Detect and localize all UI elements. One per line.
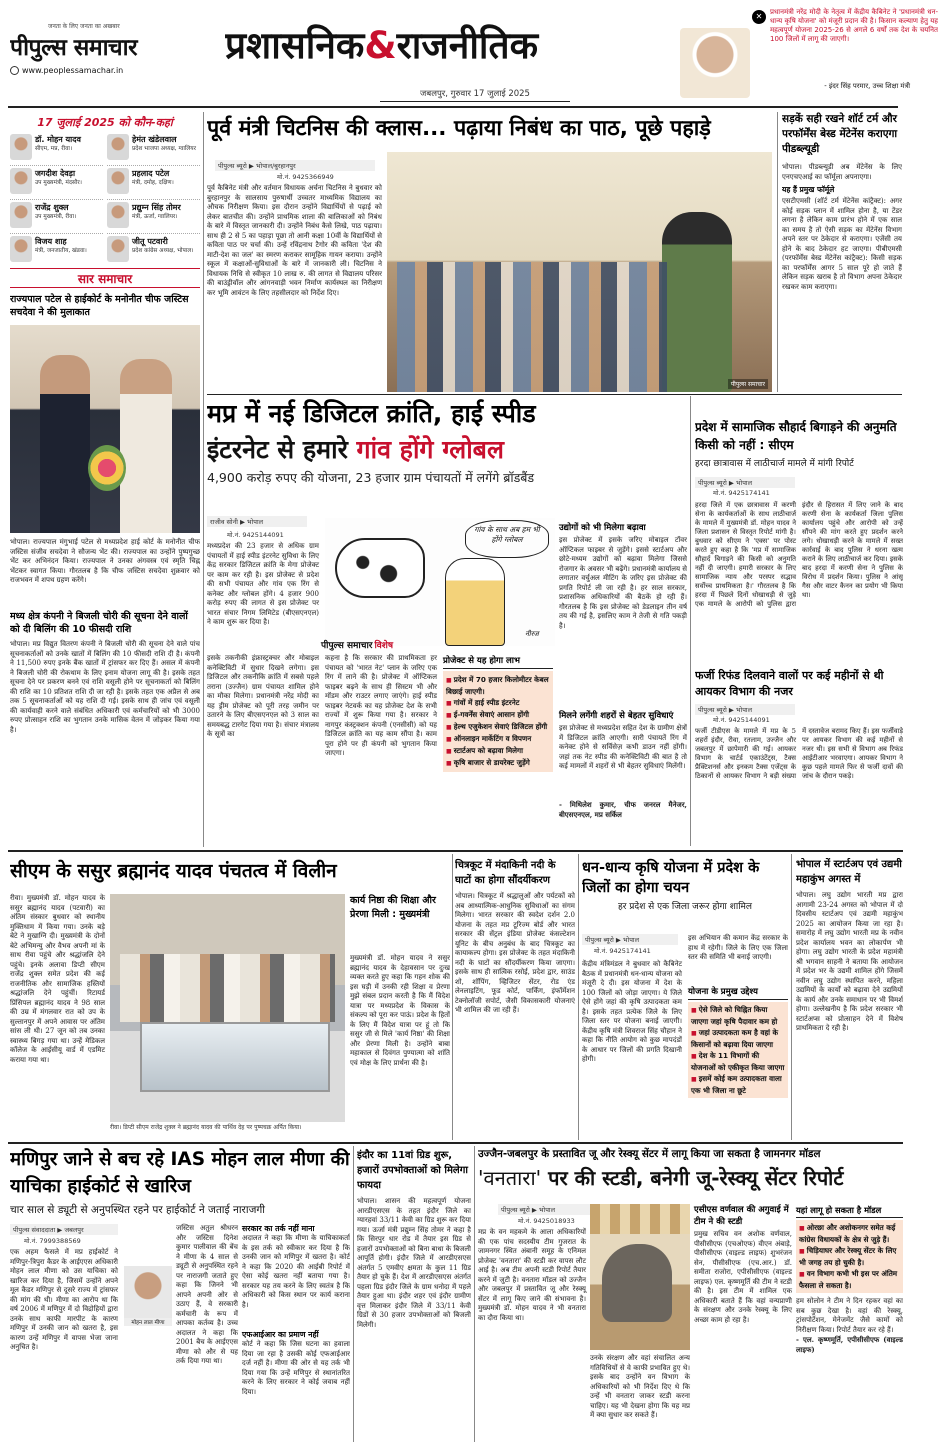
vantara-mobile: मो.नं. 9425018933 xyxy=(518,1217,575,1225)
fake-refund-text: फर्जी टीडीएस के मामले में मप्र के 5 शहरों इंदौर, रीवा, रतलाम, उज्जैन और जबलपुर में छापेमारी की गई। आयकर विभाग के चार्टर्ड एकाउंटेंट्स, टैक्स प्रैक्टिशनर्स और इनकम टैक्स एजेंट्स के ठिकानों से आयकर विभाग ने बड़ी संख्या में दस्तावेज बरामद किए हैं। इस फर्जीवाड़े पर आयकर विभाग की कई महीनों से नजर थी। इस सभी से विभाग अब रिफंड आईटीआर भरवाएगा। आयकर विभाग ने कुछ पहले मामले फिर से फर्जी दावों की जांच के दौरान पकड़े। xyxy=(695,727,903,780)
chitnis-text: पूर्व कैबिनेट मंत्री और वर्तमान विधायक अर्चना चिटनिस ने बुधवार को बुरहानपुर के सालसाय पुरुषार्थी उच्चतर माध्यमिक विद्यालय का औचक निरीक्षण किया। इस दौरान उन्होंने विद्यार्थियों से पढ़ाई को लेकर बातचीत की। उन्होंने प्राथमिक शाला की बालिकाओं को निबंध के बारे में विस्तृत जानकारी दी। उन्होंने निबंध कैसे लिखे, पाठ पढ़ाया। साथ ही 2 से 5 का पहाड़ा पूछा तो आनी कक्षा 10वीं के विद्यार्थियों से कविता पाठ पर चर्चा की। उन्हें रविंद्रनाथ टैगोर की कविता 'देश की माटी-देश का जल' का स्मरण कराकर सामूहिक गायन कराया। उन्होंने स्कूल में कक्षाओं-सुविधाओं के बारे में जानकारी ली। चिटनिस ने विधायक निधि से स्वीकृत 10 लाख रु. की लागत से विद्यालय परिसर की बाउंड्रीवॉल और आंगनवाड़ी भवन निर्माण कार्यस्थल का निरीक्षण कर भूमि आवंटन के लिए तहसीलदार को निर्देश दिए। xyxy=(207,184,382,297)
section-title-a: प्रशासनिक xyxy=(225,24,365,67)
dhan-dhanya-mobile: मो.नं. 9425174141 xyxy=(594,947,651,955)
row-rule-1 xyxy=(207,394,902,395)
chitrakoot-story xyxy=(455,858,575,1138)
bullet-item: ■ कृषि बाजार से डायरेक्ट जुड़ेंगे xyxy=(446,757,550,769)
ias-mobile: मो.नं. 7999388569 xyxy=(24,1237,81,1245)
vantara-points xyxy=(796,1220,903,1293)
social-subhead: हरदा छात्रावास में लाठीचार्ज मामले में मांगी रिपोर्ट xyxy=(695,459,854,469)
col-divider-2 xyxy=(777,112,778,392)
masthead xyxy=(0,0,945,108)
vantara-box-note: हम सोलोन ने टीम ने दिन रहकर वहां का सब कुछ देखा है। वहां की रेस्क्यू, ट्रांसपोर्टेशन, मेनेजमेंट जैसे कामों को निरीक्षण किया। रिपोर्ट तैयार कर रहे हैं। xyxy=(796,1297,903,1334)
person-avatar xyxy=(10,134,32,160)
section-title-b: राजनीतिक xyxy=(396,24,539,67)
industry-head: उद्योगों को भी मिलेगा बढ़ावा xyxy=(559,523,646,533)
chitrakoot-headline: चित्रकूट में मंदाकिनी नदी के घाटों का होगा सौंदर्यीकरण xyxy=(455,860,556,886)
vantara-text: मप्र के वन महकमे के आला अधिकारियों की एक पांच सदस्यीय टीम गुजरात के जामनगर स्थित अंबानी समूह के एनिमल प्रोजेक्ट 'वनतारा' की स्टडी कर वापस लौट आई है। अब टीम अपनी स्टडी रिपोर्ट तैयार करने में जुटी है। वनतारा मॉडल को उज्जैन और जबलपुर में प्रस्तावित जू और रेस्क्यू सेंटर में लागू किए जाने की संभावना है। मुख्यमंत्री डॉ. मोहन यादव ने भी वनतारा का दौरा किया था। xyxy=(478,1228,586,1322)
bullet-item: ■ प्रदेश में 70 हजार किलोमीटर केबल बिछाई जाएगी। xyxy=(446,674,550,697)
col-divider-3 xyxy=(690,396,691,846)
startup-headline: भोपाल में स्टार्टअप एवं उद्यमी महाकुंभ अगस्त में xyxy=(796,859,902,885)
digital-headline-line1: मप्र में नई डिजिटल क्रांति, हाई स्पीड xyxy=(207,399,536,428)
ias-photo-label: मोहन लाल मीणा xyxy=(124,1318,172,1326)
section-ampersand: & xyxy=(364,24,397,67)
cow-drawing xyxy=(335,538,425,598)
dhan-dhanya-headline: धन-धान्य कृषि योजना में प्रदेश के जिलों का होगा चयन xyxy=(582,860,760,896)
person-avatar xyxy=(10,236,32,262)
chitrakoot-text: भोपाल। चित्रकूट में श्रद्धालुओं और पर्यटकों को अब आध्यात्मिक-आधुनिक सुविधाओं का संगम मिलेगा। भारत सरकार की स्वदेश दर्शन 2.0 योजना के तहत मप्र टूरिज्म बोर्ड और भारत सरकार की सेंट्रल इंडिया प्रोजेक्ट कंसल्टेशन यूनिट के बीच अनुबंध के बाद चित्रकूट का कायाकल्प होगा। इस प्रोजेक्ट के तहत मंदाकिनी नदी के घाटों का सौंदर्यीकरण किया जाएगा। इसके साथ ही सात्विक रसोई, प्रदेश द्वार, साउंड शो, शॉपिंग, व्हिजिटर सेंटर, रोड एंड लेनलाइटिंग, फूड कोर्ट, पार्किंग, इंफॉर्मेशन टेक्नोलॉजी सपोर्ट, जैसी विकासकारी योजनाएं भी शामिल की जा रही हैं। xyxy=(455,892,575,1014)
ias-court-box xyxy=(242,1224,350,1440)
person-name: जगदीश देवड़ा xyxy=(35,169,76,178)
saar-headline-1: राज्यपाल पटेल से हाईकोर्ट के मनोनीत चीफ जस्टिस सचदेवा ने की मुलाकात xyxy=(10,294,189,318)
tweet-text: प्रधानमंत्री नरेंद्र मोदी के नेतृत्व में केंद्रीय कैबिनेट ने 'प्रधानमंत्री धन-धान्य कृषि योजना' को मंजूरी प्रदान की है। किसान कल्याण हेतु यह महत्वपूर्ण योजना 2025-26 से अगले 6 वर्षों तक देश के चयनित 100 जिलों में लागू की जाएगी। xyxy=(770,8,938,43)
digital-text-1: मध्यप्रदेश की 23 हजार से अधिक ग्राम पंचायतों में हाई स्पीड इंटरनेट सुविधा के लिए केंद्र सरकार डिजिटल क्रांति के मेगा प्रोजेक्ट पर काम कर रही है। इस प्रोजेक्ट से प्रदेश की सभी पंचायत और गांव एक रिंग से कनेक्ट और ग्लोबल होंगे। 4 हजार 900 करोड़ रुपए की लागत से इस प्रोजेक्ट पर भारत संचार निगम लिमिटेड (बीएसएनएल) ने काम शुरू कर दिया है। xyxy=(207,542,319,626)
cartoonist-sign: नीरज xyxy=(525,630,539,638)
digital-headline-line2 xyxy=(207,432,687,468)
person-name: प्रद्युम्न सिंह तोमर xyxy=(132,203,181,212)
roads-subhead: यह हैं प्रमुख फॉर्मूले xyxy=(782,185,835,194)
bullet-item: ■ ओरछा और अशोकनगर समेत कई कांग्रेस विधायकों के क्षेत्र से जुड़े हैं। xyxy=(799,1222,900,1245)
person-name: राजेंद्र शुक्ल xyxy=(35,203,69,212)
person-entry xyxy=(107,202,200,234)
startup-story xyxy=(796,858,903,1138)
digital-headline-2a: इंटरनेट से हमारे xyxy=(207,435,348,464)
ias-box-head: सरकार का तर्क नहीं माना xyxy=(242,1224,315,1233)
person-info xyxy=(132,236,193,255)
digital-mobile: मो.नं. 9425144091 xyxy=(227,531,284,539)
cm-father-text: रीवा। मुख्यमंत्री डॉ. मोहन यादव के ससुर ब्रह्मानंद यादव (पटवारी) का अंतिम संस्कार बुधवार को स्थानीय मुक्तिधाम में किया गया। उनके बड़े बेटे ने मुखाग्नि दी। मुख्यमंत्री के दोनों बेटे अभिमन्यु और वैभव अपनी मां के साथ रीवा पहुंचे और श्रद्धांजलि देने पहुंचे। इनके अलावा डिप्टी सीएम राजेंद्र शुक्ल समेत प्रदेश की कई राजनीतिक और सामाजिक हस्तियों श्रद्धांजलि देने पहुंचीं। रिटायर्ड प्रिंसिपल ब्रह्मानंद यादव ने 98 साल की उम्र में मंगलवार रात को उप के सुल्तानपुर में अपने आवास पर अंतिम सांस ली थी। 27 जून को तब उनका स्वास्थ्य बिगड़ गया था। उन्हें मेडिकल कॉलेज के आईसीयू वार्ड में एडमिट कराया गया था। xyxy=(10,894,105,1064)
cm-father-story xyxy=(10,854,450,1140)
person-right xyxy=(120,359,172,533)
saar-samachar xyxy=(10,268,200,846)
benefits-title: प्रोजेक्ट से यह होगा लाभ xyxy=(443,654,553,669)
ias-box-text: अदालत ने कहा कि मीणा के याचिकाकर्ता के इस तर्क को स्वीकार कर दिया है कि उनकी जान को मणिपुर में खतरा है। कोर्ट ने कहा कि 2020 की आईबी रिपोर्ट में ऐसा कोई खतरा नहीं बताया गया है। सरकार यह तय करने के लिए स्वतंत्र है कि अधिकारी को किस स्थान पर कार्य कराना है। xyxy=(242,1234,350,1309)
indore-grid-text: भोपाल। शासन की महत्वपूर्ण योजना आरडीएसएस के तहत इंदौर जिले का ग्यारहवां 33/11 केवी का ग्रिड शुरू कर दिया गया। ऊर्जा मंत्री प्रद्युम्न सिंह तोमर ने कहा है कि सिरपुर धार रोड में तैयार इस ग्रिड से हजारों उपभोक्ताओं को बिना बाधा के बिजली आपूर्ति होगी। इंदौर जिले में आरडीएसएस अंतर्गत 5 एमवीए क्षमता के कुल 11 ग्रिड तैयार हो चुके हैं। देश में आरडीएसएस अंतर्गत पहला ग्रिड इंदौर जिले के ग्राम धनोदा में पहले तैयार हुआ था। इंदौर शहर एवं इंदौर ग्रामीण वृत्त मिलाकर इंदौर जिले में 33/11 केवी ग्रिडों से 30 हजार उपभोक्ताओं को बिजली मिलेगी। xyxy=(357,1197,471,1329)
person-entry xyxy=(107,134,200,166)
vantara-box-head: यहां लागू हो सकता है मॉडल xyxy=(796,1204,903,1218)
person-avatar xyxy=(10,202,32,228)
bullet-item: ■ ई-गवर्नेंस सेवाएं आसान होंगी xyxy=(446,709,550,721)
bullet-item: ■ ऐसे जिले को चिह्नित किया जाएगा जहां कृषि पैदावार कम हो xyxy=(691,1004,785,1027)
cartoon-bubble: गांव के साथ अब हम भी होंगे ग्लोबल xyxy=(465,520,549,558)
person-avatar xyxy=(107,134,129,160)
benefits-box xyxy=(443,654,553,844)
vantara-box-by: - एल. कृष्णमूर्ति, एपीसीसीएफ (वाइल्ड लाइफ) xyxy=(796,1335,903,1354)
classroom-photo xyxy=(387,152,772,392)
col-divider-8 xyxy=(474,1146,475,1442)
funeral-caption: रीवा। डिप्टी सीएम राजेंद्र शुक्ल ने ब्रह्मानंद यादव की पार्थिव देह पर पुष्पचक्र अर्पित किया। xyxy=(110,1124,302,1131)
section-title xyxy=(225,22,685,72)
indore-grid-headline: इंदौर का 11वां ग्रिड शुरू, हजारों उपभोक्ताओं को मिलेगा फायदा xyxy=(357,1150,468,1191)
tweet-by: - इंदर सिंह परमार, उच्च शिक्षा मंत्री xyxy=(824,82,910,90)
bullet-item: ■ देश के 11 विभागों की योजनाओं को एकीकृत किया जाएगा xyxy=(691,1050,785,1073)
masthead-rule xyxy=(8,106,898,108)
students-group xyxy=(397,262,667,392)
person-entry xyxy=(10,236,103,262)
objectives-title: योजना के प्रमुख उद्देश्य xyxy=(688,986,788,1000)
fake-refund-headline: फर्जी रिफंड दिलवाने वालों पर कई महीनों से थी आयकर विभाग की नजर xyxy=(695,669,884,698)
social-byline: पीपुल्स ब्यूरो ▶ भोपाल xyxy=(695,477,795,488)
col-divider-7 xyxy=(353,1146,354,1442)
bullet-item: ■ जहां उत्पादकता कम है वहां के किसानों को बढ़ावा दिया जाएगा xyxy=(691,1027,785,1050)
cm-father-headline: सीएम के ससुर ब्रह्मानंद यादव पंचतत्व में विलीन xyxy=(10,860,337,882)
logo-block xyxy=(10,22,220,82)
person-info xyxy=(35,168,82,187)
globe-icon xyxy=(10,66,19,75)
social-text: हरदा जिले में एक छात्रावास में करणी सेना के कार्यकर्ताओं के साथ लाठीचार्ज के मामले में मुख्यमंत्री डॉ. मोहन यादव ने जिला प्रशासन से विस्तृत रिपोर्ट मांगी है। बुधवार को सीएम ने 'एक्स' पर पोस्ट करते हुए कहा है कि 'मप्र में सामाजिक सौहार्द बिगाड़ने की किसी को अनुमति नहीं दी जाएगी। हमारी सरकार के लिए सामाजिक न्याय और परस्पर सद्भाव सर्वोच्च प्राथमिकता है।' गौरतलब है कि हरदा में पिछले दिनों धोखाधड़ी से जुड़े एक मामले के आरोपी को पुलिस द्वारा इंदौर से हिरासत में लिए जाने के बाद करणी सेना के कार्यकर्ता जिला पुलिस कार्यालय पहुंचे और आरोपी को उन्हें सौंपने की मांग करते हुए प्रदर्शन करने लगे। धोखाधड़ी करने के मामले में सख्त कार्रवाई के बाद पुलिस ने धरना खत्म कराने के लिए लाठीचार्ज कर दिया। इसके बाद हरदा में करणी सेना ने पुलिस के विरोध में प्रदर्शन किया। पुलिस ने आंसू गैस और वाटर कैनन का प्रयोग भी किया था। xyxy=(695,501,903,608)
governor-meeting-photo xyxy=(10,325,200,533)
row-rule-3 xyxy=(8,1142,903,1144)
logo: पीपुल्स समाचार xyxy=(10,35,138,61)
glass-casket xyxy=(140,1022,330,1092)
saar-text-2: भोपाल। मप्र विद्युत वितरण कंपनी ने बिजली चोरी की सूचना देने वाले पांच सूचनाकर्ताओं को उनके खातों में बिलिंग की 10 फीसदी राशि दी है। कंपनी ने 11,500 रुपए इनके बैंक खातों में ट्रांसफर कर दिए हैं। असल में कंपनी ने बिजली चोरी की रोकथाम के लिए इनाम योजना लागू की है। इसके तहत सूचना देने पर प्रकरण बनने एवं राशि वसूली होने पर सूचनाकर्ता को बिलिंग की राशि का 10 प्रतिशत राशि दी जा रही है। इसके तहत एक अप्रैल से अब तक 5 सूचनाकर्ताओं को यह राशि दी गई। इसके साथ ही जांच एवं वसूली की कार्यवाही करने वाले संबंधित अधिकारी एवं कर्मचारियों को भी 3000 रुपए प्रोत्साहन राशि का भुगतान उनके मासिक वेतन में जोड़कर किया गया है। xyxy=(10,640,200,734)
vantara-text-2: उनके संरक्षण और वहां संचालित अन्य गतिविधियों से वे काफी प्रभावित हुए थे। इसके बाद उन्होंने वन विभाग के अधिकारियों को भी निर्देश दिए थे कि उन्हें भी वनतारा जाकर स्टडी करना चाहिए। यह भी देखना होगा कि यह मप्र में क्या सुधार कर सकते हैं। xyxy=(590,1354,690,1419)
digital-story xyxy=(207,396,687,846)
ias-byline: पीपुल्स संवाददाता ▶ जबलपुर xyxy=(10,1224,118,1235)
person-entry xyxy=(10,134,103,166)
ias-subhead: चार साल से ड्यूटी से अनुपस्थित रहने पर हाईकोर्ट ने जताई नाराजगी xyxy=(10,1204,265,1216)
cm-father-side-text: मुख्यमंत्री डॉ. मोहन यादव ने ससुर ब्रह्मानंद यादव के देहावसान पर दुःख व्यक्त करते हुए कहा कि गहन शोक की इस घड़ी में उनकी रही शिक्षा व प्रेरणा मुझे संबल प्रदान करती है कि मैं विदेश यात्रा पर मध्यप्रदेश के विकास के संकल्प को पूरा कर पाऊं। प्रदेश के हितों के लिए मैं विदेश यात्रा पर हूं तो कि ससुर जी से मिले 'कार्य निष्ठा' की शिक्षा और प्रेरणा मिली है। उन्होंने बाबा महाकाल से दिवंगत पुण्यात्मा को शांति एवं मोक्ष के लिए प्रार्थना की है। xyxy=(350,954,450,1067)
person-left xyxy=(40,355,90,533)
person-place: प्रदेश कांग्रेस अध्यक्ष, भोपाल। xyxy=(132,248,194,254)
vantara-story xyxy=(478,1146,903,1442)
ias-box-head-2: एफआईआर का प्रमाण नहीं xyxy=(242,1330,319,1339)
bullet-item: ■ हेल्थ एजुकेशन सेवाएं डिजिटल होंगी xyxy=(446,721,550,733)
digital-byline: राजीव सोनी ▶ भोपाल xyxy=(207,516,307,527)
vantara-headline-a: 'वनतारा' xyxy=(478,1166,542,1190)
person-place: प्रदेश भाजपा अध्यक्ष, ग्वालियर xyxy=(132,146,197,152)
roads-text: भोपाल। पीडब्ल्यूडी अब मेंटेनेंस के लिए एनएचएआई का फॉर्मूला अपनाएगा। xyxy=(782,163,902,181)
social-mobile: मो.नं. 9425174141 xyxy=(713,489,770,497)
col-divider-4 xyxy=(452,854,453,1140)
cm-father-side-head: कार्य निष्ठा की शिक्षा और प्रेरणा मिली : मुख्यमंत्री xyxy=(350,895,436,920)
person-info xyxy=(35,202,76,221)
person-entry xyxy=(10,202,103,234)
ias-story xyxy=(10,1146,350,1442)
industry-col xyxy=(559,522,687,842)
vantara-side-text: प्रमुख सचिव वन अशोक वर्णवाल, पीसीसीएफ (एचओएफ) वीएन अंबाड़े, पीसीसीएफ (वाइल्ड लाइफ) शुभरंजन सेन, पीसीसीएफ (एच.आर.) डॉ. समीता राजोरा, एपीसीसीएफ (वाइल्ड लाइफ) एल. कृष्णमूर्ति की टीम ने स्टडी की है। इस टीम में शामिल एक अधिकारी बताते हैं कि वहां वन्यप्राणी के संरक्षण और उनके रेस्क्यू के लिए अच्छा काम हो रहा है। xyxy=(694,1230,792,1324)
website-text: www.peoplessamachar.in xyxy=(22,66,124,75)
vantara-headline xyxy=(478,1162,903,1194)
ias-text-2: जस्टिस अतुल श्रीधरन और जस्टिस दिनेश कुमार पालीवाल की बेंच ने मीणा के 4 साल से ड्यूटी से अनुपस्थित रहने पर नाराजगी जताते हुए कहा कि जिनने भी आपने अपनी ओर से उठाए हैं, वे सरकारी कर्मचारी के रूप में आपका कर्तव्य है। उच्च अदालत ने कहा कि 2001 बैच के आईएएस मीणा को और से यह तर्क दिया गया था। xyxy=(176,1224,238,1365)
elephant-photo xyxy=(590,1204,690,1350)
person-name: हेमंत खंडेलवाल xyxy=(132,135,177,144)
person-name: डॉ. मोहन यादव xyxy=(35,135,81,144)
person-info xyxy=(35,134,81,153)
bullet-item: ■ चिड़ियाघर और रेस्क्यू सेंटर के लिए भी जगह तय हो चुकी है। xyxy=(799,1245,900,1268)
teacher-figure xyxy=(662,212,732,392)
person-info xyxy=(132,202,181,221)
chitnis-headline: पूर्व मंत्री चिटनिस की क्लास... पढ़ाया निबंध का पाठ, पूछे पहाड़े xyxy=(207,116,711,141)
vantara-box xyxy=(796,1204,903,1440)
row-rule-2 xyxy=(8,850,903,852)
person-entry xyxy=(10,168,103,200)
dhan-dhanya-story xyxy=(582,858,788,1138)
cities-head: मिलने लगेंगी शहरों से बेहतर सुविधाएं xyxy=(559,711,674,721)
x-icon: ✕ xyxy=(752,10,766,24)
col-divider-5 xyxy=(578,854,579,1140)
social-headline: प्रदेश में सामाजिक सौहार्द बिगाड़ने की अनुमति किसी को नहीं : सीएम xyxy=(695,420,897,452)
tweet-box xyxy=(680,6,938,106)
person-name: प्रहलाद पटेल xyxy=(132,169,170,178)
person-place: उप मुख्यमंत्री, मंदसौर। xyxy=(35,180,82,186)
person-entry xyxy=(107,236,200,262)
ias-officer-photo xyxy=(124,1266,172,1318)
saar-headline-2: मध्य क्षेत्र कंपनी ने बिजली चोरी की सूचना देने वालों को दी बिलिंग की 10 फीसदी राशि xyxy=(10,611,188,635)
dhan-dhanya-subhead: हर प्रदेश से एक जिला जरूर होगा शामिल xyxy=(617,902,753,912)
dhan-dhanya-text-2: इस अभियान की कमान केंद्र सरकार के हाथ में रहेगी। जिले के लिए एक जिला स्तर की समिति भी बनाई जाएगी। xyxy=(688,934,788,961)
person-place: उप मुख्यमंत्री, रीवा। xyxy=(35,214,77,220)
vantara-headline-b: पर की स्टडी, बनेगी जू-रेस्क्यू सेंटर रिपोर्ट xyxy=(548,1166,844,1190)
roads-headline: सड़कें सही रखने शॉर्ट टर्म और परफॉर्मेंस बेस्ड मेंटेनेंस कराएगा पीडब्ल्यूडी xyxy=(782,113,898,155)
bullet-item: ■ इसमें कोई कम उत्पादकता वाला एक भी जिला ना छूटे xyxy=(691,1073,785,1096)
dhan-dhanya-text: केंद्रीय मंत्रिमंडल ने बुधवार को कैबिनेट बैठक में प्रधानमंत्री धन-धान्य योजना को मंजूरी दे दी। इस योजना में देश के 100 जिलों को जोड़ा जाएगा। ये जिले ऐसे होंगे जहां की कृषि उत्पादकता कम है। इसके तहत प्रत्येक जिले के लिए जिला स्तर पर योजना बनाई जाएगी। केंद्रीय कृषि मंत्री शिवराज सिंह चौहान ने कहा कि नीति आयोग को कुछ मापदंडों के आधार पर जिलों की प्रगति दिखानी होगी। xyxy=(582,960,682,1063)
who-where-grid xyxy=(10,134,200,262)
cartoon xyxy=(325,518,555,646)
website-link[interactable] xyxy=(10,66,220,75)
col-divider-1 xyxy=(203,112,204,847)
cities-text: इस प्रोजेक्ट से मध्यप्रदेश सहित देश के ग्रामीण क्षेत्रों में डिजिटल क्रांति आएगी। सारी पंचायतें रिंग में कनेक्ट होने से सर्विसेज़ कभी डाउन नहीं होंगी। जहां तक नेट स्पीड की कनेक्टिविटी की बात है तो कई मामलों में शहरों से भी बेहतर सुविधाएं मिलेंगी। xyxy=(559,724,687,770)
funeral-photo xyxy=(110,894,345,1122)
special-logo: पीपुल्स समाचार xyxy=(321,640,373,651)
person-place: मंत्री, दमोह, दक्षिण। xyxy=(132,180,174,186)
dateline: जबलपुर, गुरुवार 17 जुलाई 2025 xyxy=(380,88,570,102)
objectives-list xyxy=(688,1002,788,1098)
who-where-box xyxy=(10,112,200,262)
objectives-box xyxy=(688,986,788,1138)
who-where-title: 17 जुलाई 2025 को कौन-कहां xyxy=(37,116,173,129)
fake-refund-story xyxy=(695,668,903,846)
roads-story xyxy=(782,112,902,394)
vantara-side-head: एसीएस वर्णवाल की अगुवाई में टीम ने की स्टडी xyxy=(694,1205,789,1227)
indore-grid-story xyxy=(357,1148,471,1442)
bullet-item: ■ ऑनलाइन मार्केटिंग व विपणन xyxy=(446,733,550,745)
social-story xyxy=(695,418,903,668)
tweet-photo xyxy=(680,28,750,98)
roads-text-2: एसटीएमसी (शॉर्ट टर्म मेंटेनेंस कांट्रैक्ट): अगर कोई सड़क प्लान में शामिल होना है, या टेंडर लगना है लेकिन काम प्रारंभ होने में एक साल का समय है तो ऐसी सड़क का मेंटेनेंस विभाग अपने स्तर पर ठेकेदार से कराएगा। एजेंसी तय होने के बाद ठेकेदार हट जाएगा। पीबीएमसी (परफॉर्मेंस बेस्ड मेंटेनेंस कांट्रैक्ट): किसी सड़क का परफॉर्मेंस आगर 5 साल पूरे हो जाते हैं लेकिन सड़क खराब है तो विभाग अपना ठेकेदार रखकर काम कराएगा। xyxy=(782,197,902,291)
special-tag xyxy=(321,636,393,652)
vantara-kicker: उज्जैन-जबलपुर के प्रस्तावित जू और रेस्क्यू सेंटर में लागू किया जा सकता है जामनगर मॉडल xyxy=(478,1148,821,1160)
person-avatar xyxy=(107,168,129,194)
special-text: विशेष xyxy=(374,640,394,651)
cities-quote-by: - मिथिलेश कुमार, चीफ जनरल मैनेजर, बीएसएनएल, मप्र सर्किल xyxy=(559,800,687,819)
mourners xyxy=(120,954,335,1022)
saar-text-1: भोपाल। राज्यपाल मंगुभाई पटेल से मध्यप्रदेश हाई कोर्ट के मनोनीत चीफ जस्टिस संजीव सचदेवा ने सौजन्य भेंट की। राज्यपाल का उन्होंने पुष्पगुच्छ भेंट कर अभिनंदन किया। राज्यपाल ने उनका अंगवस्त्र एवं स्मृति चिह्न भेंटकर स्वागत किया। गौरतलब है कि चीफ जस्टिस सचदेवा शुक्रवार को राजभवन में शपथ ग्रहण करेंगे। xyxy=(10,538,200,584)
person-info xyxy=(132,134,196,153)
digital-text-3: कहना है कि सरकार की प्राथमिकता हर पंचायत को 'भारत नेट' प्लान के जरिए एक रिंग में लाने की है। प्रोजेक्ट में ऑप्टिकल फाइबर बढ़ने के साथ ही सिस्टम भी और मॉडम और राउटर लगाए जाएंगे। हाई स्पीड फाइबर नेटवर्क का यह प्रोजेक्ट देश के सभी राज्यों में शुरू किया गया है। सरकार ने नागपुर कंस्ट्रक्शन कंपनी (एनसीसी) को यह डिजिटल क्रांति का यह काम सौंपा है। काम पूरा होने पर ही कंपनी को भुगतान किया जाएगा। xyxy=(325,654,437,757)
saar-label-text: सार समाचार xyxy=(77,272,133,286)
dhan-dhanya-byline: पीपुल्स ब्यूरो ▶ भोपाल xyxy=(582,934,678,945)
digital-text-2: इसके तकनीकी इंफ्रास्ट्रक्चर और मोबाइल कनेक्टिविटी में सुधार दिखने लगेगा। इस डिजिटल और तकनीकि क्रांति में सबसे पहले तराना (उज्जैन) ग्राम पंचायत शामिल होने का मौका मिलेगा। प्रधानमंत्री नरेंद्र मोदी का यह ड्रीम प्रोजेक्ट को पूरी तरह जमीन पर उतारने के लिए बीएसएनएल को 3 साल का समयबद्ध टारगेट दिया गया है। संचार मंत्रालय के सूत्रों का xyxy=(207,654,319,738)
ias-text: एक अहम फैसले में मप्र हाईकोर्ट ने मणिपुर-त्रिपुरा कैडर के आईएएस अधिकारी मोहन लाल मीणा को उस याचिका को खारिज कर दिया है, जिसमें उन्होंने अपने मूल कैडर मणिपुर से दूसरे राज्य में ट्रांसफर की मांग की थी। मीणा का आरोप था कि वर्ष 2006 में मणिपुर में दो विद्रोहियों द्वारा उनके साथ काफी मारपीट के कारण मणिपुर में उनकी जान को खतरा है, इस कारण उन्हें मणिपुर में वापस भेजा जाना अनुचित है। xyxy=(10,1248,118,1351)
person-place: मंत्री, ऊर्जा, ग्वालियर। xyxy=(132,214,178,220)
vantara-byline: पीपुल्स ब्यूरो ▶ भोपाल xyxy=(498,1204,598,1215)
col-divider-6 xyxy=(791,854,792,1140)
chitnis-story xyxy=(207,112,772,392)
flower-bouquet xyxy=(88,445,126,491)
person-place: मंत्री, जनजातीय, खंडवा। xyxy=(35,248,87,254)
fake-refund-byline: पीपुल्स ब्यूरो ▶ भोपाल xyxy=(695,704,795,715)
ias-box-text-2: कोर्ट ने कहा कि जिस घटना का हवाला दिया जा रहा है उसकी कोई एफआईआर दर्ज नहीं है। मीणा की ओर से यह तर्क भी दिया गया कि उन्हें मणिपुर से स्थानांतरित करने के लिए सरकार ने कोई जवाब नहीं दिया। xyxy=(242,1340,350,1396)
chitnis-byline: पीपुल्स ब्यूरो ▶ भोपाल/बुरहानपुर xyxy=(215,160,375,171)
elephant-shape xyxy=(602,1244,672,1322)
chitnis-mobile: मो.नं. 9425366949 xyxy=(277,173,334,181)
industry-text: इस प्रोजेक्ट में इसके जरिए मोबाइल टॉवर ऑप्टिकल फाइबर से जुड़ेंगे। इससे स्टार्टअप और छोटे-मध्यम उद्योगों को बढ़ावा मिलेगा जिससे रोजगार के अवसर भी बढ़ेंगे। प्रधानमंत्री कार्यालय से लगातार वर्चुअल मीटिंग के जरिए इस प्रोजेक्ट की प्रगति रिपोर्ट ली जा रही है। हर साल सरकार, प्रशासनिक अधिकारियों की बैठकें हो रही हैं। गौरतलब है कि इस प्रोजेक्ट को डेडलाइन तीन वर्ष तय की गई है, इसलिए काम ने तेजी से गति पकड़ी है। xyxy=(559,536,687,630)
fake-refund-mobile: मो.नं. 9425144091 xyxy=(713,716,770,724)
person-name: विजय शाह xyxy=(35,237,67,246)
digital-headline-2b: गांव होंगे ग्लोबल xyxy=(356,435,504,464)
person-place: सीएम, मप्र, रीवा। xyxy=(35,146,73,152)
bullet-item: ■ वन विभाग कभी भी इस पर अंतिम फैसला ले सकता है। xyxy=(799,1268,900,1291)
digital-subhead: 4,900 करोड़ रुपए की योजना, 23 हजार ग्राम पंचायतों में लगेंगे ब्रॉडबैंड xyxy=(207,470,535,485)
ias-headline: मणिपुर जाने से बच रहे IAS मोहन लाल मीणा की याचिका हाईकोर्ट से खारिज xyxy=(10,1149,350,1197)
photo-credit: पीपुल्स समाचार xyxy=(728,379,768,389)
person-info xyxy=(35,236,87,255)
person-name: जीतू पटवारी xyxy=(132,237,168,246)
benefits-list xyxy=(443,671,553,772)
ias-text-2b xyxy=(124,1330,172,1438)
person-avatar xyxy=(107,236,129,262)
person-avatar xyxy=(10,168,32,194)
bullet-item: ■ गांवों में हाई स्पीड इंटरनेट xyxy=(446,697,550,709)
person-entry xyxy=(107,168,200,200)
building-shape xyxy=(590,1204,690,1234)
person-avatar xyxy=(107,202,129,228)
bullet-item: ■ स्टार्टअप को बढ़ावा मिलेगा xyxy=(446,745,550,757)
startup-text: भोपाल। लघु उद्योग भारती मप्र द्वारा आगामी 23-24 अगस्त को भोपाल में दो दिवसीय स्टार्टअप एवं उद्यमी महाकुंभ 2025 का आयोजन किया जा रहा है। समारोह में लघु उद्योग भारती मप्र के नवीन प्रदेश कार्यालय भवन का लोकार्पण भी होगा। लघु उद्योग भारती के प्रदेश महामंत्री श्री भगवान साहनी ने बताया कि आयोजन में प्रदेश भर के उद्यमी शामिल होंगे जिसमें नवीन लघु उद्योग स्थापित करने, महिला उद्यमियों के कार्यों को बढ़ावा देने उद्यमियों के कार्य और उनके समाधान पर भी विमर्श होगा। उल्लेखनीय है कि प्रदेश सरकार भी स्टार्टअप्स को प्रोत्साहन देने में विशेष प्राथमिकता दे रही है। xyxy=(796,891,903,1032)
saar-label xyxy=(10,268,200,288)
person-info xyxy=(132,168,174,187)
logo-tagline: जनता के लिए जनता का अखबार xyxy=(48,23,120,30)
villager-drawing xyxy=(445,558,505,646)
